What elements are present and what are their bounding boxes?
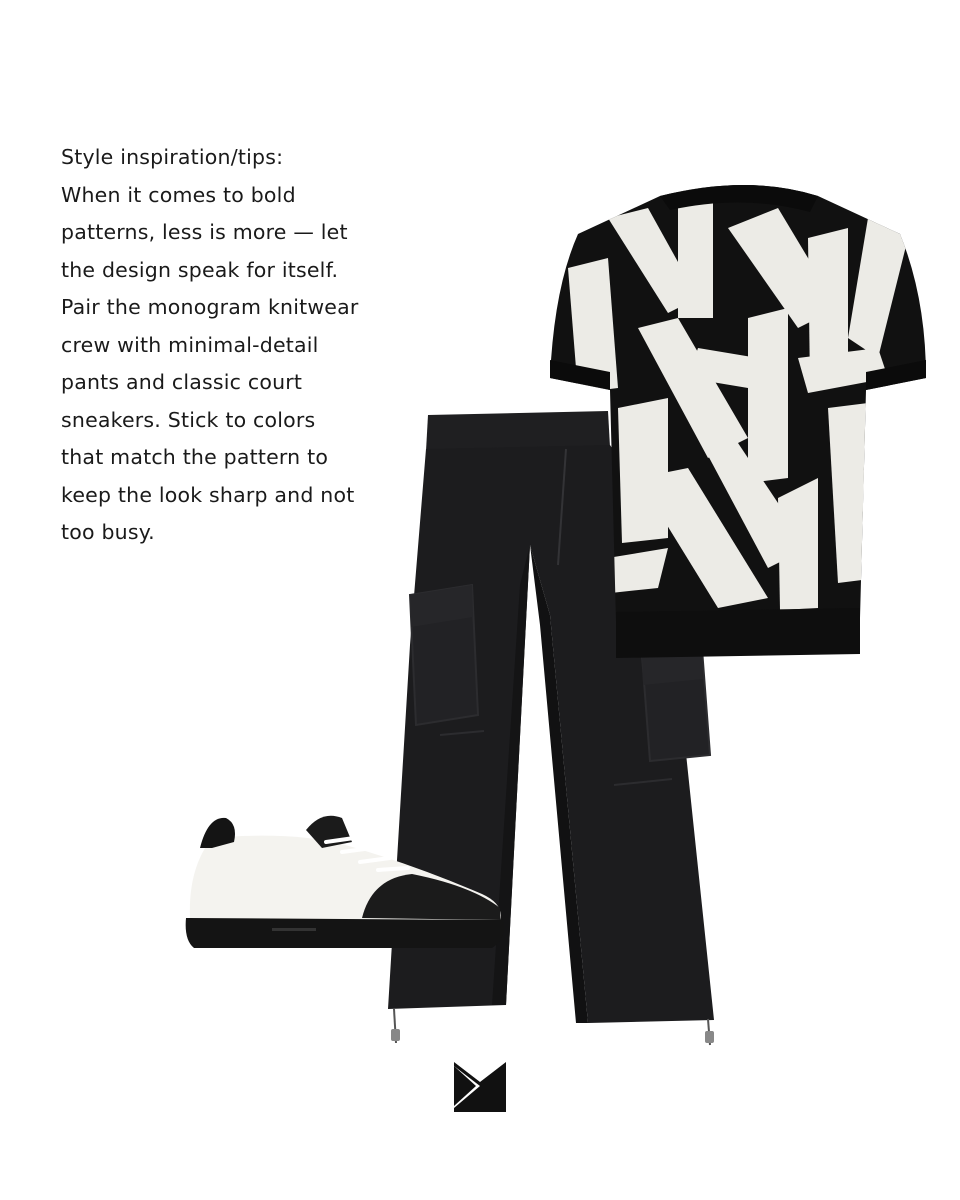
tips-line: pants and classic court <box>61 370 303 394</box>
tips-heading: Style inspiration/tips: <box>61 145 284 169</box>
monogram-knit-tee-image[interactable] <box>548 178 933 660</box>
court-sneaker-icon <box>182 808 512 958</box>
tips-line: too busy. <box>61 520 155 544</box>
brand-m-logo-icon <box>452 1060 508 1114</box>
tips-line: sneakers. Stick to colors <box>61 407 316 432</box>
tips-line: Pair the monogram knitwear <box>61 295 359 319</box>
tips-line: patterns, less is more — let <box>61 220 348 244</box>
tips-line: crew with minimal-detail <box>61 332 319 357</box>
tips-line: When it comes to bold <box>61 182 296 207</box>
style-tips-text <box>61 139 401 552</box>
brand-m-logo-shape <box>452 1060 508 1114</box>
monogram-knit-tee-icon <box>548 178 933 660</box>
tips-line: that match the pattern to <box>61 445 329 469</box>
tips-line: keep the look sharp and not <box>61 482 355 507</box>
tips-line: the design speak for itself. <box>61 257 339 282</box>
court-sneaker-image[interactable] <box>182 808 512 958</box>
